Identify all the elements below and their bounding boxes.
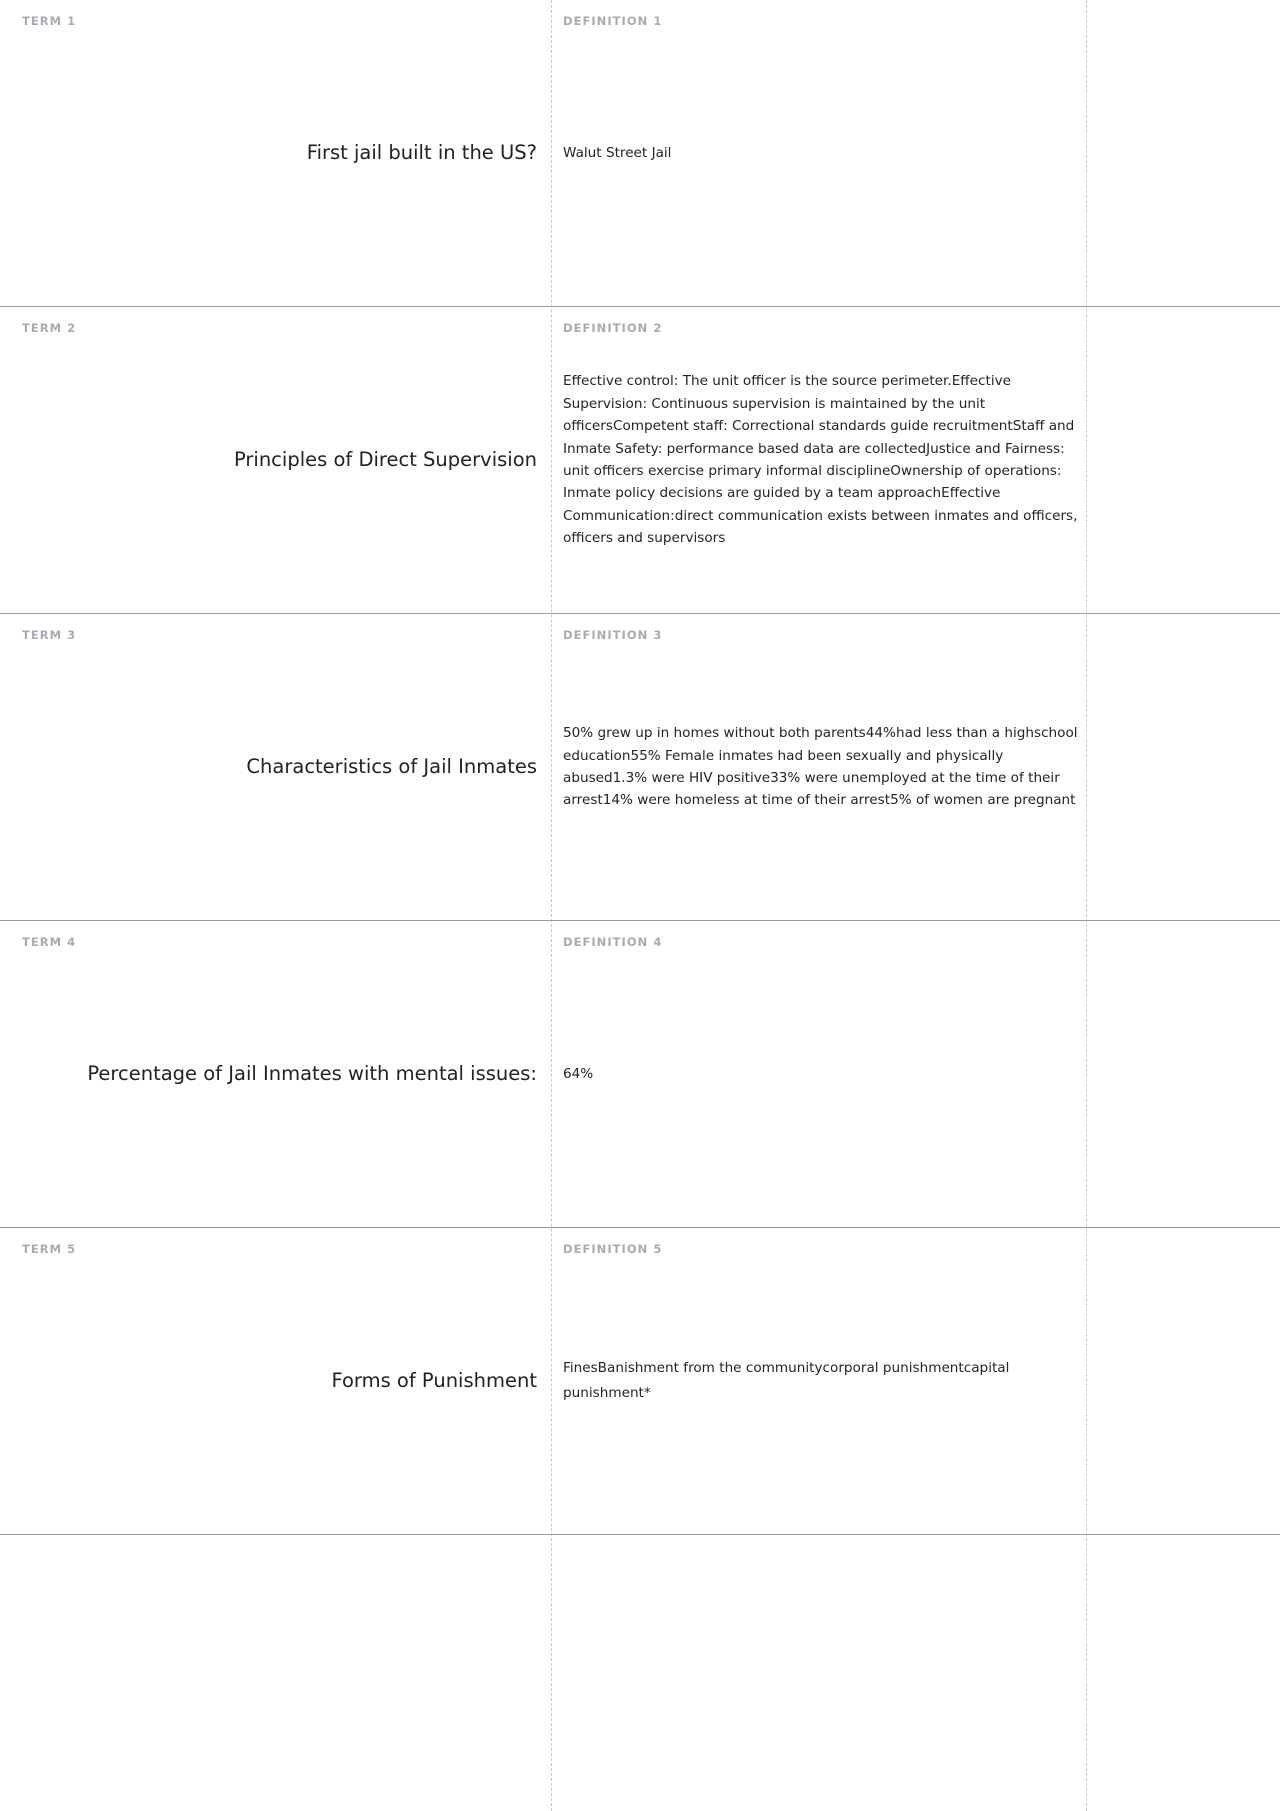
term-cell [0, 1228, 551, 1534]
definition-slot-label: DEFINITION 5 [563, 1242, 663, 1256]
term-slot-label: TERM 2 [22, 321, 77, 335]
definition-text: Walut Street Jail [563, 144, 672, 161]
term-slot-label: TERM 5 [22, 1242, 77, 1256]
term-text: Principles of Direct Supervision [233, 447, 537, 471]
definition-cell [551, 0, 1086, 306]
term-cell [0, 307, 551, 613]
table-row [0, 1228, 1280, 1535]
right-margin [1086, 614, 1280, 920]
term-text: Characteristics of Jail Inmates [246, 754, 537, 778]
term-slot-label: TERM 1 [22, 14, 77, 28]
definition-slot-label: DEFINITION 3 [563, 628, 663, 642]
term-cell [0, 0, 551, 306]
term-slot-label: TERM 4 [22, 935, 77, 949]
right-margin [1086, 1228, 1280, 1534]
right-margin [1086, 307, 1280, 613]
right-margin [1086, 921, 1280, 1227]
definition-cell [551, 307, 1086, 613]
definition-text: 64% [563, 1065, 594, 1082]
definition-text: 50% grew up in homes without both parents44%had less than a highschool education55% Female inmates had been sexually and physically abused1.3% were HIV positive33% were unemployed at the time of their arrest14% were homeless at time of their arrest5% of women are pregnant [563, 725, 1078, 809]
right-margin [1086, 0, 1280, 306]
definition-slot-label: DEFINITION 1 [563, 14, 663, 28]
term-text: Percentage of Jail Inmates with mental issues: [87, 1061, 537, 1085]
table-row [0, 0, 1280, 307]
table-row [0, 307, 1280, 614]
definition-text: Effective control: The unit officer is the source perimeter.Effective Supervision: Continuous supervision is maintained by the unit officersCompetent staff: Correctional standards guide recruitmentStaff and Inmate Safety: performance based data are collectedJustice and Fairness: unit officers exercise primary informal disciplineOwnership of operations: Inmate policy decisions are guided by a team approachEffective Communication:direct communication exists between inmates and officers, officers and supervisors [563, 373, 1078, 547]
definition-slot-label: DEFINITION 2 [563, 321, 663, 335]
definition-cell [551, 614, 1086, 920]
definition-cell [551, 1228, 1086, 1534]
term-slot-label: TERM 3 [22, 628, 77, 642]
definition-slot-label: DEFINITION 4 [563, 935, 663, 949]
definition-text: FinesBanishment from the communitycorporal punishmentcapital punishment* [563, 1359, 1010, 1401]
term-text: Forms of Punishment [331, 1368, 537, 1392]
term-cell [0, 614, 551, 920]
definition-cell [551, 921, 1086, 1227]
term-cell [0, 921, 551, 1227]
term-text: First jail built in the US? [306, 140, 537, 164]
table-row [0, 614, 1280, 921]
table-row [0, 921, 1280, 1228]
